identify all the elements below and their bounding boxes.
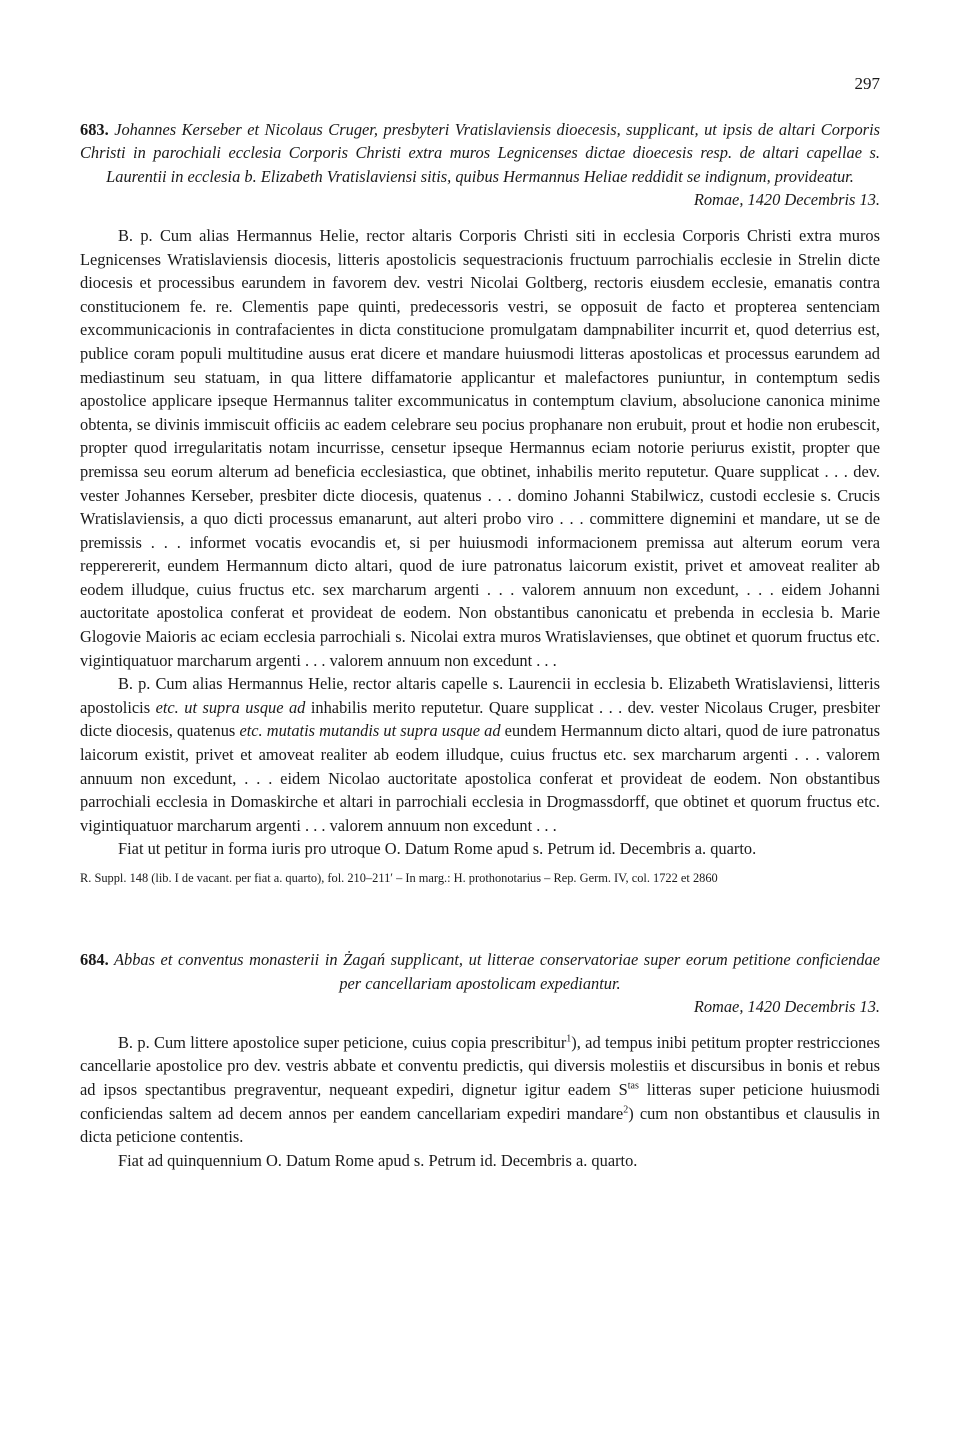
source-note: R. Suppl. 148 (lib. I de vacant. per fiat a. quarto), fol. 210–211′ – In marg.: H. prothonotarius – Rep. Germ. IV, col. 1722 et 2860: [80, 871, 718, 885]
body-paragraph: B. p. Cum alias Hermannus Helie, rector altaris Corporis Christi siti in ecclesia Corporis Christi extra muros Legnicenses Wratislaviensis diocesis, litteris apostolicis sequestracionis fructuum parrochialis ecclesie in Strelin dicte diocesis et processibus earundem in favorem dev. vestri Nicolai Goltberg, rectoris eiusdem ecclesie, emanatis contra constitucionem fe. re. Clementis pape quinti, predecessoris vestri, se opposuit de facto et propterea sentenciam excommunicacionis in contrafacientes in dicta constitucione promulgatam dampnabiliter incurrit et, quod deterrius est, publice coram populi multitudine ausus erat dicere et mandare huiusmodi litteras apostolicas et processus earundem ad mediastinum seu statuam, in qua littere diffamatorie applicantur et malefactores puniuntur, in contemptum sedis apostolice applicare ipseque Hermannus taliter excommunicatus in contemptum clavium, absolucione canonica minime obtenta, se divinis immiscuit officiis ac eadem celebrare seu pocius prophanare non erubuit, prout et hodie non erubescit, propter quod irregularitatis notam incurrisse, censetur ipseque Hermannus eciam notorie periurus existit, propter que premissa seu eorum alterum ad beneficia ecclesiastica, que obtinet, inhabilis merito reputetur. Quare supplicat . . . dev. vester Johannes Kerseber, presbiter dicte diocesis, quatenus . . . domino Johanni Stabilwicz, custodi ecclesie s. Crucis Wratislaviensis, a quo dicti processus emanarunt, aut alteri probo viro . . . committere dignemini et mandare, ut se de premissis . . . informet vocatis evocandis et, si per huiusmodi informacionem premissa aut alterum eorum vera repperererit, eundem Hermannum dicto altari, quod de iure patronatus laicorum existit, privet et amoveat realiter ab eodem illudque, cuius fructus etc. sex marcharum argenti . . . valorem annuum non excedunt, . . . eidem Johanni auctoritate apostolica conferat et provideat de eodem. Non obstantibus canonicatu et prebenda in ecclesia b. Marie Glogovie Maioris ac eciam ecclesia parrochiali s. Nicolai extra muros Wratislavienses, que obtinet et quorum fructus etc. vigintiquatuor marcharum argenti . . . valorem annuum non excedunt . . .: [80, 225, 880, 670]
entry-summary: [80, 948, 880, 995]
italic-run: etc. mutatis mutandis ut supra usque ad: [239, 721, 501, 741]
body-paragraph: Fiat ad quinquennium O. Datum Rome apud s. Petrum id. Decembris a. quarto.: [118, 1150, 638, 1170]
body-paragraph: [80, 1031, 880, 1149]
superscript: tas: [627, 1080, 639, 1092]
text-run: B. p. Cum alias Hermannus Helie, rector altaris capelle s. Laurencii in ecclesia b. Elizabeth Wratislaviensi, litteris apostolicis: [80, 674, 880, 717]
italic-run: etc. ut supra usque ad: [155, 697, 306, 717]
text-run: ), ad tempus inibi petitum propter restricciones cancellarie apostolice pro dev. vestris abbate et conventu predictis, qui diversis molestiis et discursibus in bonis et rebus ad ipsos spectantibus pregraventur, nequeant expediri, dignetur igitur eadem S: [80, 1032, 880, 1099]
entry-683: [80, 118, 880, 888]
document-page: [80, 72, 880, 1172]
entry-summary-text: Abbas et conventus monasterii in Żagań supplicant, ut litterae conservatoriae super eorum petitione conficiendae per cancellariam apostolicam expediantur.: [113, 950, 880, 993]
text-run: inhabilis merito reputetur. Quare supplicat . . . dev. vester Nicolaus Cruger, presbiter dicte diocesis, quatenus: [80, 697, 880, 741]
entry-number: 684.: [80, 950, 109, 969]
section-spacer: [80, 888, 880, 948]
footnote-ref: 1: [566, 1033, 572, 1045]
text-run: litteras super peticione huiusmodi conficiendas saltem ad decem annos per eandem cancellariam expediri mandare: [80, 1079, 881, 1123]
footnote-ref: 2: [623, 1104, 629, 1116]
entry-date: Romae, 1420 Decembris 13.: [693, 190, 880, 210]
entry-date: Romae, 1420 Decembris 13.: [693, 997, 880, 1017]
text-run: ) cum non obstantibus et clausulis in dicta peticione contentis.: [80, 1103, 880, 1147]
entry-684: [80, 948, 880, 1172]
page-number: 297: [854, 74, 880, 93]
body-paragraph: [80, 672, 880, 837]
text-run: eundem Hermannum dicto altari, quod de iure patronatus laicorum existit, privet et amoveat realiter ab eodem illudque, cuius fructus etc. sex marcharum argenti . . . valorem annuum non excedunt, . . . eidem Nicolao auctoritate apostolica conferat et provideat de eodem. Non obstantibus parrochiali ecclesia in Domaskirche et altari in parrochiali ecclesia in Drogmassdorff, que obtinet et quorum fructus etc. vigintiquatuor marcharum argenti . . . valorem annuum non excedunt . . .: [80, 721, 880, 835]
text-run: B. p. Cum littere apostolice super peticione, cuius copia prescribitur: [118, 1032, 567, 1052]
entry-summary-text: Johannes Kerseber et Nicolaus Cruger, presbyteri Vratislaviensis dioecesis, supplicant, ut ipsis de altari Corporis Christi in parochiali ecclesia Corporis Christi extra muros Legnicenses dictae dioecesis resp. de altari capellae s. Laurentii in ecclesia b. Elizabeth Vratislaviensi sitis, quibus Hermannus Heliae reddidit se indignum, provideatur.: [80, 119, 880, 186]
entry-number: 683.: [80, 119, 109, 139]
entry-summary: [80, 118, 880, 189]
body-paragraph: Fiat ut petitur in forma iuris pro utroque O. Datum Rome apud s. Petrum id. Decembris a. quarto.: [118, 839, 757, 859]
